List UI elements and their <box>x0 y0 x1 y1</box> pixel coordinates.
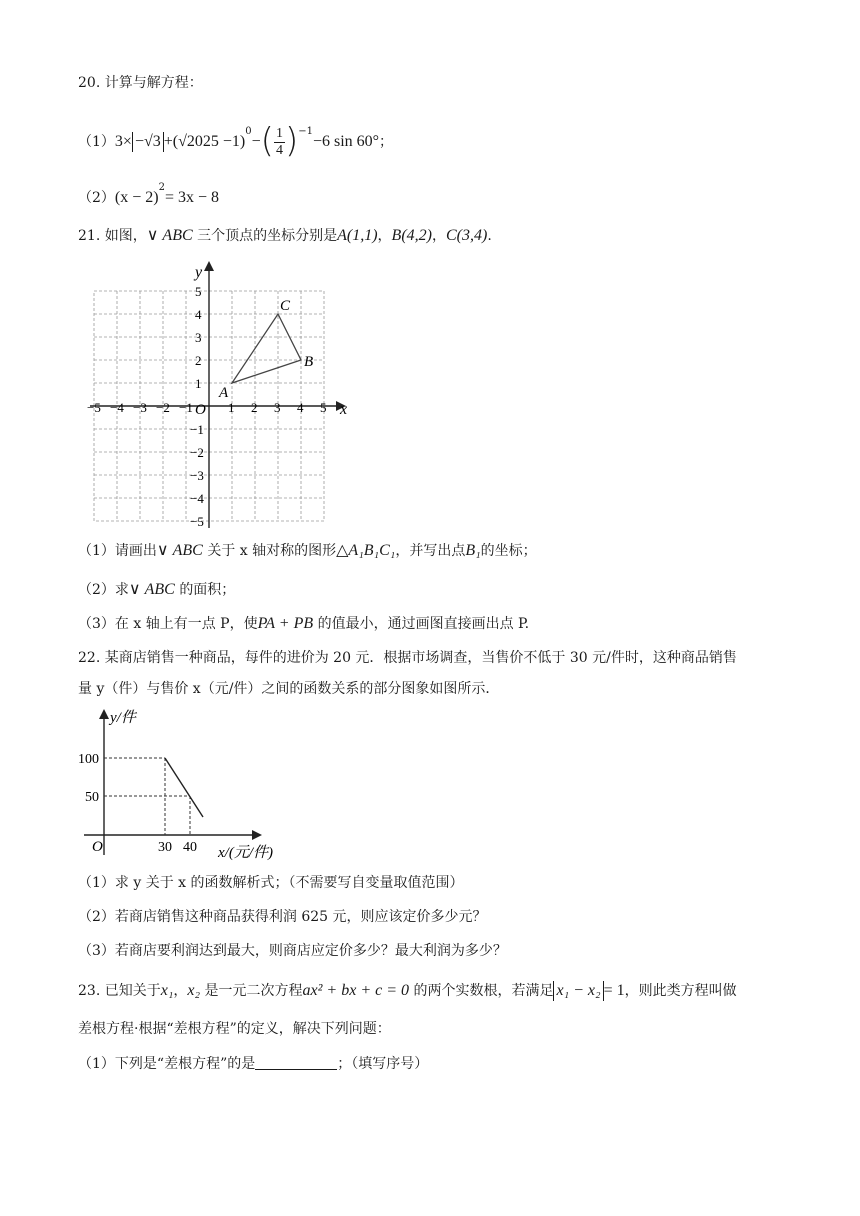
g2-x-label: x/(元/件) <box>218 845 273 861</box>
q23-mid2: 的两个实数根，若满足 <box>413 983 554 999</box>
coordinate-grid-figure <box>74 256 364 528</box>
q21-p1-mid: 关于 x 轴对称的图形 <box>207 543 337 559</box>
y-tick-label: 1 <box>195 376 202 391</box>
q23-line1 <box>78 981 737 1001</box>
q22-part3: （3）若商店要利润达到最大，则商店应定价多少？最大利润为多少？ <box>78 943 507 959</box>
q23-abs: x₁ − x₂ <box>553 981 603 1001</box>
x-tick-label: 5 <box>320 400 327 415</box>
x-tick-label: −5 <box>87 400 101 415</box>
q22-part2: （2）若商店销售这种商品获得利润 625 元，则应该定价多少元？ <box>78 909 487 925</box>
q20-p1-frac-den: 4 <box>275 142 283 158</box>
q21-p2-text: （2）求 <box>78 582 129 598</box>
q23-p1-pre: （1）下列是“差根方程”的是 <box>78 1056 256 1072</box>
q21-sep-1: ， <box>377 228 392 244</box>
g2-x-40: 40 <box>183 840 197 855</box>
q20-part2-label: （2） <box>78 190 115 206</box>
g2-y-arrow <box>99 709 109 719</box>
g2-x-arrow <box>252 830 262 840</box>
y-axis-arrow <box>204 261 214 271</box>
axes <box>90 261 346 528</box>
q21-p3-text: （3）在 x 轴上有一点 P，使 <box>78 616 258 632</box>
q20-p1-minus: − <box>251 133 261 150</box>
q21-title-mid: 三个顶点的坐标分别是 <box>197 228 338 244</box>
q20-p1-fraction <box>274 126 285 159</box>
q21-p1-triangle: ∨ ABC <box>156 542 203 559</box>
origin-label: O <box>195 402 206 418</box>
q21-p1-point: B₁ <box>465 542 481 559</box>
q20-p2-rhs: = 3x − 8 <box>164 189 220 206</box>
q21-part2 <box>78 580 235 600</box>
g2-y-50: 50 <box>85 790 99 805</box>
g2-function-line <box>165 758 203 817</box>
y-axis-label: y <box>195 264 203 281</box>
q21-title-end: . <box>487 228 492 244</box>
q23-mid: 是一元二次方程 <box>204 983 303 999</box>
q20-p1-term2: (√2025 −1) <box>172 133 246 150</box>
q23-x2: x₂ <box>187 982 201 999</box>
q21-triangle: ∨ ABC <box>146 227 193 244</box>
q20-p1-exp-neg1: −1 <box>298 126 313 137</box>
q21-p1-mid2: ，并写出点 <box>395 543 466 559</box>
q20-part1-label: （1） <box>78 134 115 150</box>
y-tick-label: 4 <box>195 307 202 322</box>
q20-p2-lhs: (x − 2) <box>114 189 159 206</box>
q21-part1 <box>78 541 537 561</box>
q22-line2: 量 y（件）与售价 x（元/件）之间的函数关系的部分图象如图所示． <box>78 681 500 697</box>
label-b: B <box>304 354 314 370</box>
q23-end: ，则此类方程叫做 <box>624 983 737 999</box>
y-tick-label: −3 <box>190 468 204 483</box>
x-tick-label: 2 <box>251 400 258 415</box>
g2-y-label: y/件 <box>110 710 136 726</box>
x-tick-label: −2 <box>156 400 170 415</box>
q21-p1-symmetric: △A₁B₁C₁ <box>336 542 396 559</box>
sales-function-graph <box>74 705 304 865</box>
q23-comma: ， <box>173 983 188 999</box>
q20-p1-plus: + <box>163 133 173 150</box>
x-tick-label: 1 <box>228 400 235 415</box>
q23-line2: 差根方程·根据“差根方程”的定义，解决下列问题： <box>78 1021 391 1037</box>
x-tick-label: −3 <box>133 400 147 415</box>
y-tick-label: −5 <box>190 514 204 528</box>
q21-p3-end: 的值最小，通过画图直接画出点 P. <box>317 616 530 632</box>
x-tick-label: 4 <box>297 400 304 415</box>
q23-part1 <box>78 1054 428 1074</box>
y-tick-label: 3 <box>195 330 202 345</box>
q21-point-c: C(3,4) <box>445 227 488 244</box>
q21-p2-end: 的面积； <box>179 582 236 598</box>
y-tick-label: 5 <box>195 284 202 299</box>
q21-p3-expr: PA + PB <box>257 615 314 632</box>
x-tick-label: −4 <box>110 400 124 415</box>
q20-part1: $(1)3\times -√3 +(√2025 -1)^0-$( $\frac{1}{4}$ )$^{-1}$−6 sin 60°； <box>78 121 394 161</box>
q21-sep-2: ， <box>431 228 446 244</box>
label-c: C <box>280 298 291 314</box>
y-tick-label: 2 <box>195 353 202 368</box>
q23-abs-eq: = 1 <box>603 982 625 999</box>
triangle-abc <box>232 314 301 383</box>
y-tick-label: −4 <box>190 491 204 506</box>
q20-p1-exp0: 0 <box>245 126 252 137</box>
q23-p1-end: ；（填写序号） <box>337 1056 429 1072</box>
y-tick-label: −2 <box>190 445 204 460</box>
q21-p1-text: （1）请画出 <box>78 543 157 559</box>
q23-equation: ax² + bx + c = 0 <box>302 982 410 999</box>
g2-y-100: 100 <box>78 752 99 767</box>
q20-p2-exp: 2 <box>158 182 165 193</box>
q20-p1-frac-num: 1 <box>275 125 283 141</box>
q22-part1: （1）求 y 关于 x 的函数解析式；（不需要写自变量取值范围） <box>78 875 464 891</box>
q21-title-pre: 21. 如图， <box>78 228 147 244</box>
q20-p1-end: ； <box>379 134 394 150</box>
label-a: A <box>219 385 229 401</box>
q21-part3 <box>78 614 529 634</box>
x-tick-label: −1 <box>179 400 193 415</box>
q20-part2 <box>78 178 219 208</box>
x-tick-label: 3 <box>274 400 281 415</box>
q21-p2-triangle: ∨ ABC <box>128 581 175 598</box>
x-axis-label: x <box>340 401 348 418</box>
q21-point-a: A(1,1) <box>337 227 378 244</box>
q21-title <box>78 226 492 246</box>
q20-title: 20. 计算与解方程： <box>78 75 203 91</box>
answer-blank[interactable] <box>255 1055 337 1070</box>
q21-p1-end: 的坐标； <box>480 543 537 559</box>
q20-p1-term1: 3× <box>114 133 132 150</box>
q23-x1: x₁ <box>160 982 174 999</box>
g2-origin: O <box>92 839 103 855</box>
q20-p1-term3: −6 sin 60° <box>312 133 380 150</box>
y-tick-label: −1 <box>190 422 204 437</box>
g2-x-30: 30 <box>158 840 172 855</box>
q20-p1-abs: −√3 <box>132 132 164 152</box>
q23-pre: 23. 已知关于 <box>78 983 161 999</box>
q22-line1: 22. 某商店销售一种商品，每件的进价为 20 元．根据市场调查，当售价不低于 30 元/件时，这种商品销售 <box>78 650 737 666</box>
q21-point-b: B(4,2) <box>391 227 432 244</box>
